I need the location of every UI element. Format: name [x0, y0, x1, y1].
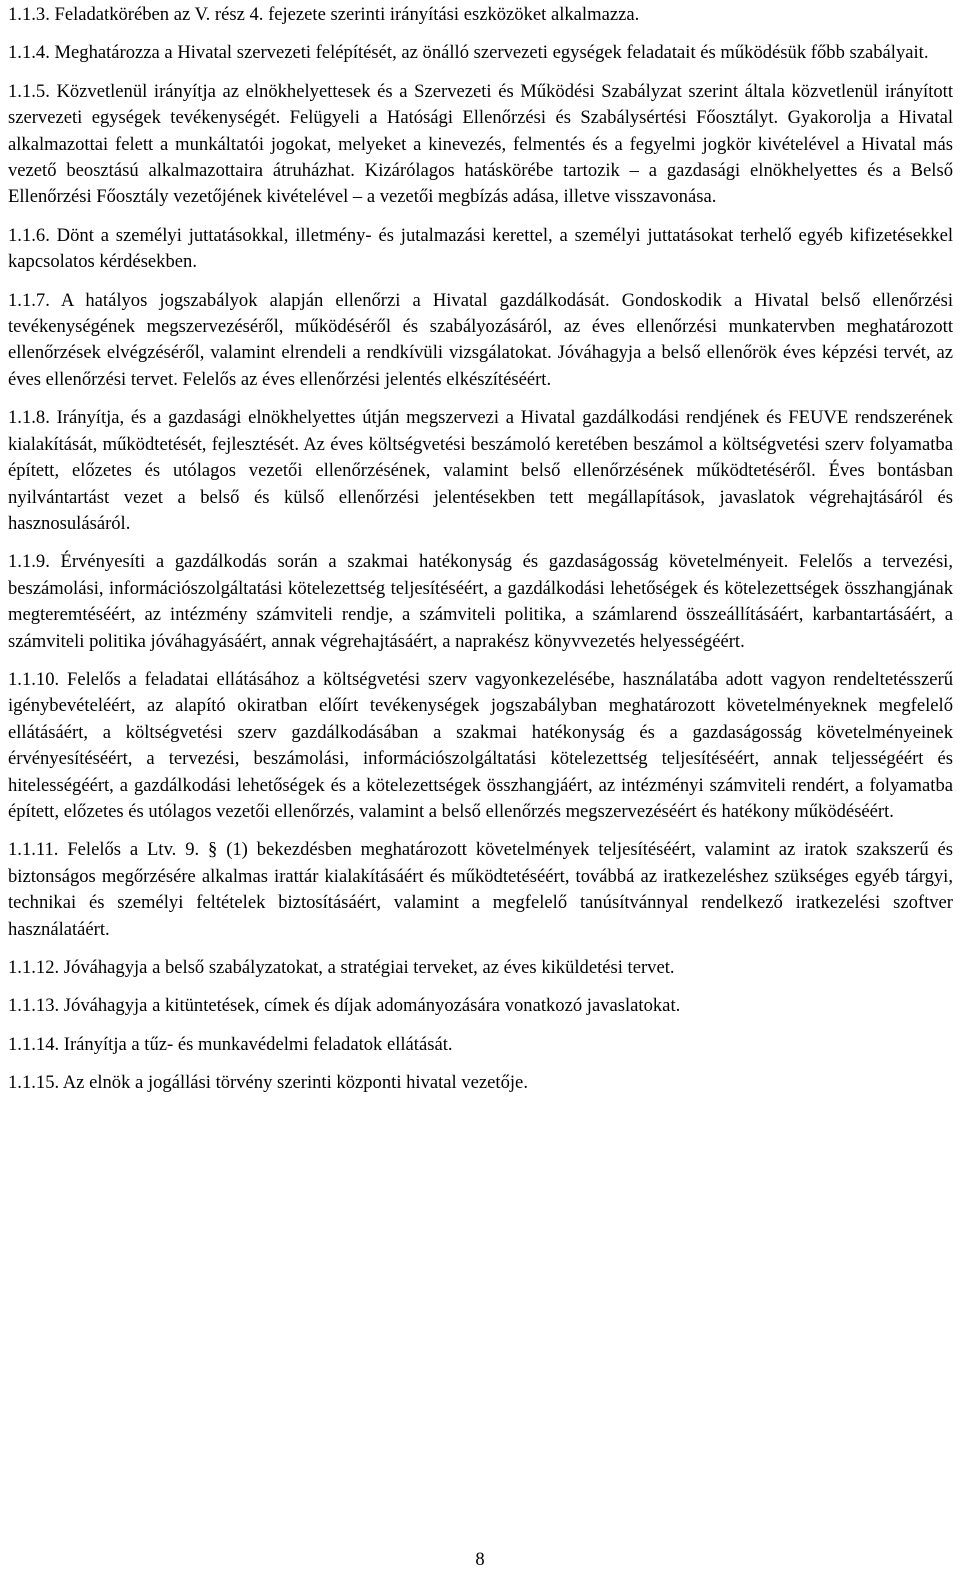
paragraph-1-1-3: 1.1.3. Feladatkörében az V. rész 4. fejezete szerinti irányítási eszközöket alkalmazza. [8, 4, 640, 25]
paragraph-1-1-7: 1.1.7. A hatályos jogszabályok alapján ellenőrzi a Hivatal gazdálkodását. Gondoskodik a Hivatal belső ellenőrzési tevékenységének megszervezéséről, működéséről és szabályozásáról, az éves ellenőrzési munkatervben meghatározott ellenőrzések elvégzéséről, valamint elrendeli a rendkívüli vizsgálatokat. Jóváhagyja a belső ellenőrök éves képzési tervét, az éves ellenőrzési tervet. Felelős az éves ellenőrzési jelentés elkészítéséért. [8, 289, 953, 390]
paragraph-1-1-9: 1.1.9. Érvényesíti a gazdálkodás során a szakmai hatékonyság és gazdaságosság követelményeit. Felelős a tervezési, beszámolási, információszolgáltatási kötelezettség teljesítéséért, a gazdálkodási lehetőségek és kötelezettségek összhangjának megteremtéséért, az intézmény számviteli rendje, a számviteli politika, a számlarend összeállításáért, karbantartásáért, a számviteli politika jóváhagyásáért, annak végrehajtásáért, a naprakész könyvvezetés helyességéért. [8, 551, 953, 652]
paragraph-1-1-6: 1.1.6. Dönt a személyi juttatásokkal, illetmény- és jutalmazási kerettel, a személyi juttatásokat terhelő egyéb kifizetésekkel kapcsolatos kérdésekben. [8, 224, 953, 273]
paragraph-1-1-10: 1.1.10. Felelős a feladatai ellátásához a költségvetési szerv vagyonkezelésébe, használatába adott vagyon rendeltetésszerű igénybevételéért, az alapító okiratban előírt tevékenységek jogszabályban meghatározott követelményeknek megfelelő ellátásáért, a költségvetési szerv gazdálkodásában a szakmai hatékonyság és a gazdaságosság követelményeinek érvényesítéséért, a tervezési, beszámolási, információszolgáltatási kötelezettség teljesítéséért, annak teljességéért és hitelességéért, a gazdálkodási lehetőségek és a kötelezettségek összhangjáért, az intézményi számviteli rendért, a folyamatba épített, előzetes és utólagos vezetői ellenőrzés, valamint a belső ellenőrzés megszervezéséért és hatékony működéséért. [8, 668, 953, 822]
paragraph-1-1-4: 1.1.4. Meghatározza a Hivatal szervezeti felépítését, az önálló szervezeti egységek feladatait és működésük főbb szabályait. [8, 42, 929, 64]
page-number: 8 [475, 1549, 485, 1570]
paragraph-1-1-13: 1.1.13. Jóváhagyja a kitüntetések, címek és díjak adományozására vonatkozó javaslatokat. [8, 995, 681, 1017]
paragraph-1-1-8: 1.1.8. Irányítja, és a gazdasági elnökhelyettes útján megszervezi a Hivatal gazdálkodási rendjének és FEUVE rendszerének kialakítását, működtetését, fejlesztését. Az éves költségvetési beszámoló keretében beszámol a költségvetési szerv folyamatba épített, előzetes és utólagos vezetői ellenőrzésének, valamint belső ellenőrzésének működtetéséről. Éves bontásban nyilvántartást vezet a belső és külső ellenőrzési jelentésekben tett megállapítások, javaslatok végrehajtásáról és hasznosulásáról. [8, 407, 953, 534]
paragraph-1-1-11: 1.1.11. Felelős a Ltv. 9. § (1) bekezdésben meghatározott követelmények teljesítéséért, valamint az iratok szakszerű és biztonságos megőrzésére alkalmas irattár kialakításáért és működtetéséért, továbbá az iratkezeléshez szükséges egyéb tárgyi, technikai és személyi feltételek biztosításáért, valamint a megfelelő tanúsítvánnyal rendelkező iratkezelési szoftver használatáért. [8, 839, 953, 940]
paragraph-1-1-15: 1.1.15. Az elnök a jogállási törvény szerinti központi hivatal vezetője. [8, 1072, 528, 1094]
paragraph-1-1-5: 1.1.5. Közvetlenül irányítja az elnökhelyettesek és a Szervezeti és Működési Szabályzat szerint általa közvetlenül irányított szervezeti egységek tevékenységét. Felügyeli a Hatósági Ellenőrzési és Szabálysértési Főosztályt. Gyakorolja a Hivatal alkalmazottai felett a munkáltatói jogokat, melyeket a kinevezés, felmentés és a fegyelmi jogkör kivételével a Hivatal más vezető beosztású alkalmazottaira átruházhat. Kizárólagos hatáskörébe tartozik – a gazdasági elnökhelyettes és a Belső Ellenőrzési Főosztály vezetőjének kivételével – a vezetői megbízás adása, illetve visszavonása. [8, 80, 953, 208]
paragraph-1-1-12: 1.1.12. Jóváhagyja a belső szabályzatokat, a stratégiai terveket, az éves kiküldetési tervet. [8, 957, 675, 978]
document-body [8, 2, 953, 1109]
paragraph-1-1-14: 1.1.14. Irányítja a tűz- és munkavédelmi feladatok ellátását. [8, 1033, 453, 1055]
